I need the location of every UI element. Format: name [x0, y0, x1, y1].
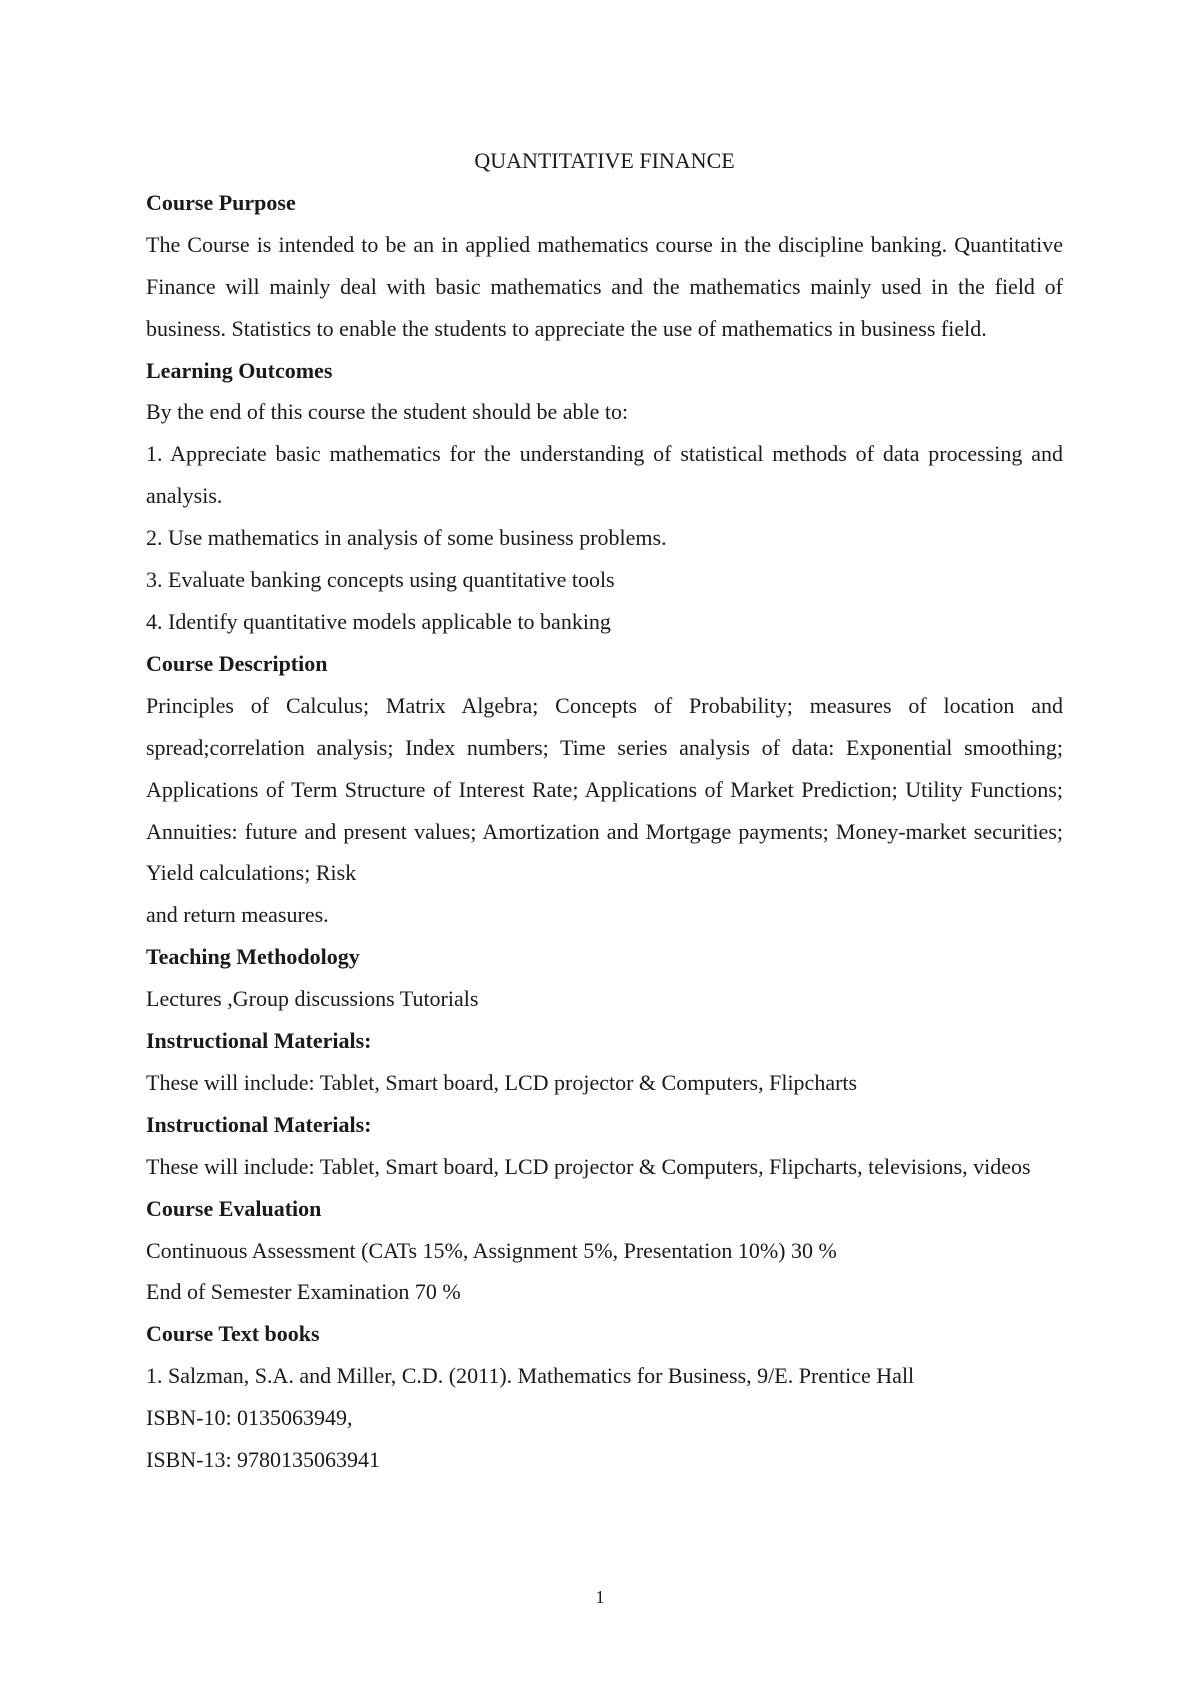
page-content: [146, 140, 1063, 1481]
learning-outcome-item: 2. Use mathematics in analysis of some business problems.: [146, 525, 667, 551]
course-purpose-text: The Course is intended to be an in applied mathematics course in the discipline banking. Quantitative Finance will mainly deal with basic mathematics and the mathematics mainly used in the field of business. Statistics to enable the students to appreciate the use of mathematics in business field.: [146, 231, 1063, 341]
learning-outcomes-intro: By the end of this course the student should be able to:: [146, 399, 629, 425]
learning-outcomes-heading: Learning Outcomes: [146, 357, 333, 383]
teaching-methodology-text: Lectures ,Group discussions Tutorials: [146, 986, 479, 1012]
course-textbooks-heading: Course Text books: [146, 1321, 320, 1347]
instructional-materials-text: These will include: Tablet, Smart board, LCD projector & Computers, Flipcharts, televisions, videos: [146, 1153, 1031, 1179]
teaching-methodology-heading: Teaching Methodology: [146, 944, 360, 970]
instructional-materials-text: These will include: Tablet, Smart board, LCD projector & Computers, Flipcharts: [146, 1069, 858, 1095]
learning-outcome-item: 1. Appreciate basic mathematics for the understanding of statistical methods of data processing and analysis.: [146, 441, 1063, 509]
learning-outcome-item: 4. Identify quantitative models applicable to banking: [146, 608, 611, 634]
textbook-reference: 1. Salzman, S.A. and Miller, C.D. (2011). Mathematics for Business, 9/E. Prentice Hall: [146, 1363, 915, 1389]
instructional-materials-heading: Instructional Materials:: [146, 1028, 372, 1054]
evaluation-line: End of Semester Examination 70 %: [146, 1279, 461, 1305]
instructional-materials-heading: Instructional Materials:: [146, 1111, 372, 1137]
course-description-heading: Course Description: [146, 650, 328, 676]
learning-outcome-item: 3. Evaluate banking concepts using quantitative tools: [146, 567, 615, 593]
course-description-text-end: and return measures.: [146, 902, 329, 928]
course-purpose-heading: Course Purpose: [146, 189, 296, 215]
textbook-isbn10: ISBN-10: 0135063949,: [146, 1405, 353, 1431]
document-title: QUANTITATIVE FINANCE: [474, 148, 735, 173]
textbook-isbn13: ISBN-13: 9780135063941: [146, 1447, 381, 1473]
course-description-text: Principles of Calculus; Matrix Algebra; Concepts of Probability; measures of location and spread;correlation analysis; Index numbers; Time series analysis of data: Exponential smoothing; Applications of Term Structure of Interest Rate; Applications of Market Prediction; Utility Functions; Annuities: future and present values; Amortization and Mortgage payments; Money-market securities; Yield calculations; Risk: [146, 692, 1063, 886]
evaluation-line: Continuous Assessment (CATs 15%, Assignment 5%, Presentation 10%) 30 %: [146, 1237, 837, 1263]
course-evaluation-heading: Course Evaluation: [146, 1195, 322, 1221]
page-number: 1: [595, 1587, 605, 1607]
